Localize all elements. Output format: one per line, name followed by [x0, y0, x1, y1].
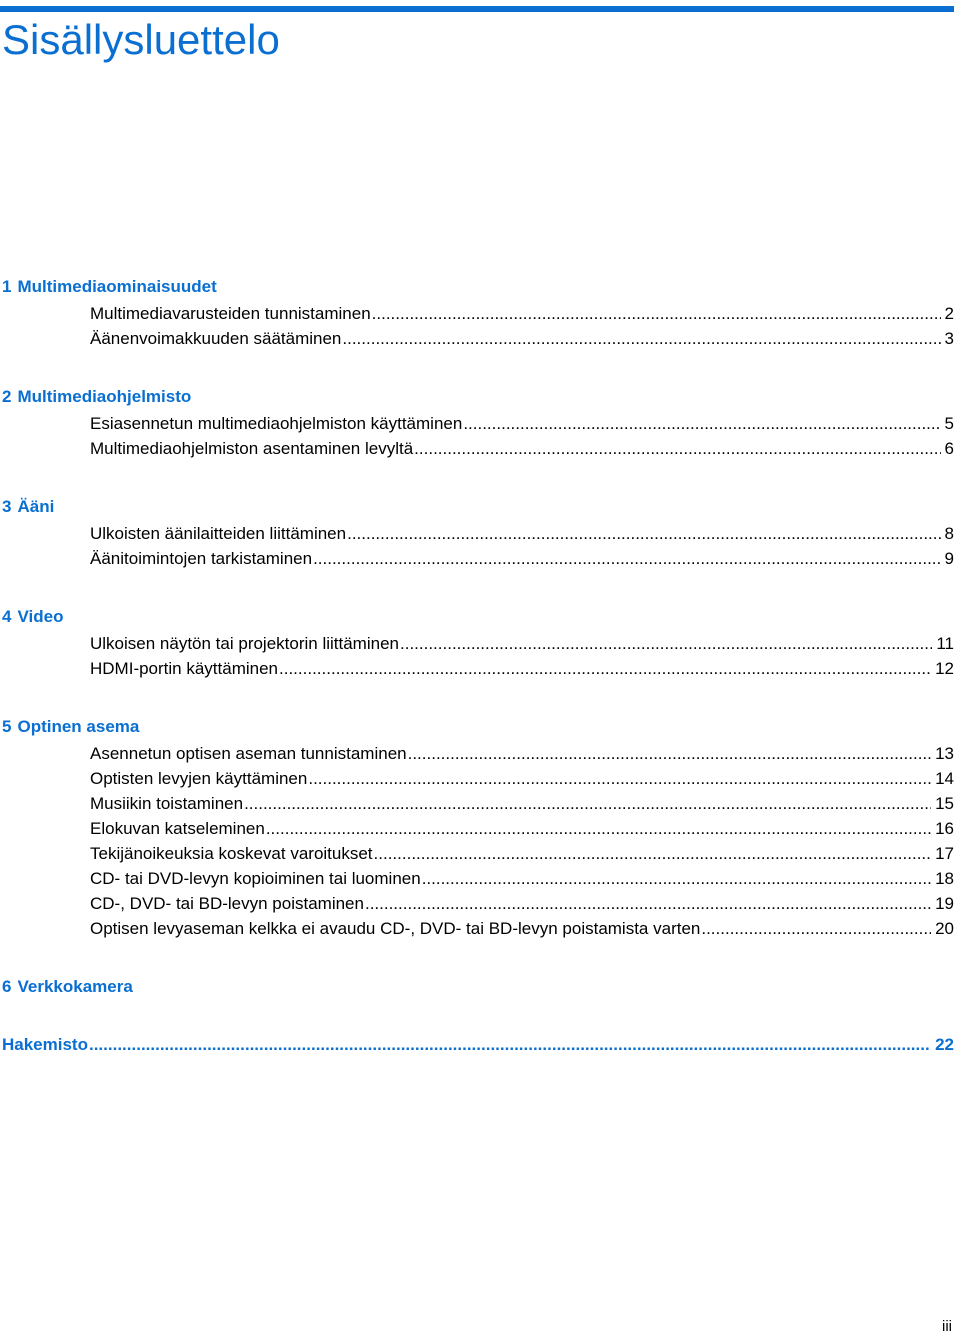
index-entry[interactable]: [0, 1033, 954, 1057]
toc-entry[interactable]: [0, 791, 954, 816]
dot-leader: [313, 546, 940, 571]
toc-entry[interactable]: [0, 741, 954, 766]
chapter-heading[interactable]: [0, 975, 954, 999]
dot-leader: [414, 436, 940, 461]
chapter-number: 2: [2, 387, 12, 406]
toc-entry-label: Multimediavarusteiden tunnistaminen: [90, 304, 371, 323]
toc-entry-page: 12: [935, 659, 954, 678]
chapter-5: [0, 715, 954, 941]
toc-entry-page: 2: [944, 304, 954, 323]
dot-leader: [365, 891, 931, 916]
toc-entry-page: 15: [935, 794, 954, 813]
chapter-heading[interactable]: [0, 605, 954, 629]
chapter-title: Optinen asema: [17, 717, 140, 736]
toc-entry[interactable]: [0, 436, 954, 461]
toc-entry-label: HDMI-portin käyttäminen: [90, 659, 279, 678]
dot-leader: [308, 766, 931, 791]
toc-entry[interactable]: [0, 766, 954, 791]
chapter-title: Multimediaominaisuudet: [17, 277, 217, 296]
toc-entry-page: 18: [935, 869, 954, 888]
toc-entry-label: Tekijänoikeuksia koskevat varoitukset: [90, 844, 373, 863]
chapter-6: [0, 975, 954, 999]
chapter-title: Ääni: [17, 497, 55, 516]
chapter-entries: [0, 631, 954, 681]
toc-entry-page: 11: [936, 634, 954, 653]
page-number: iii: [942, 1318, 952, 1335]
chapter-3: [0, 495, 954, 571]
chapter-heading[interactable]: [0, 715, 954, 739]
toc-entry-page: 13: [935, 744, 954, 763]
chapter-number: 4: [2, 607, 12, 626]
toc-entry-label: Optisten levyjen käyttäminen: [90, 769, 308, 788]
table-of-contents: [0, 275, 954, 1057]
chapter-1: [0, 275, 954, 351]
toc-entry-label: Ulkoisen näytön tai projektorin liittäminen: [90, 634, 399, 653]
toc-entry-label: Esiasennetun multimediaohjelmiston käyttäminen: [90, 414, 463, 433]
toc-entry[interactable]: [0, 631, 954, 656]
toc-entry-label: Multimediaohjelmiston asentaminen levyltä: [90, 439, 414, 458]
toc-entry-page: 8: [944, 524, 954, 543]
dot-leader: [244, 791, 931, 816]
chapter-heading[interactable]: [0, 275, 954, 299]
toc-entry-label: Musiikin toistaminen: [90, 794, 244, 813]
chapter-entries: [0, 301, 954, 351]
toc-entry-page: 16: [935, 819, 954, 838]
chapter-entries: [0, 521, 954, 571]
toc-entry[interactable]: [0, 916, 954, 941]
toc-entry[interactable]: [0, 841, 954, 866]
index-label: Hakemisto: [2, 1035, 88, 1054]
dot-leader: [422, 866, 931, 891]
chapter-number: 6: [2, 977, 12, 996]
toc-entry[interactable]: [0, 521, 954, 546]
chapter-entries: [0, 741, 954, 941]
chapter-number: 1: [2, 277, 12, 296]
toc-entry-label: Optisen levyaseman kelkka ei avaudu CD-, DVD- tai BD-levyn poistamista varten: [90, 919, 701, 938]
dot-leader: [408, 741, 931, 766]
chapter-2: [0, 385, 954, 461]
chapter-heading[interactable]: [0, 385, 954, 409]
toc-entry-label: Ulkoisten äänilaitteiden liittäminen: [90, 524, 347, 543]
dot-leader: [374, 841, 932, 866]
toc-entry-page: 20: [935, 919, 954, 938]
toc-entry-page: 19: [935, 894, 954, 913]
dot-leader: [463, 411, 940, 436]
toc-entry[interactable]: [0, 866, 954, 891]
page-title: Sisällysluettelo: [2, 16, 280, 63]
chapter-title: Video: [17, 607, 64, 626]
toc-entry-page: 5: [944, 414, 954, 433]
dot-leader: [279, 656, 931, 681]
toc-entry[interactable]: [0, 326, 954, 351]
dot-leader: [372, 301, 941, 326]
dot-leader: [342, 326, 940, 351]
index-page: 22: [935, 1035, 954, 1054]
toc-entry-page: 17: [935, 844, 954, 863]
toc-entry-label: CD- tai DVD-levyn kopioiminen tai luominen: [90, 869, 421, 888]
chapter-title: Multimediaohjelmisto: [17, 387, 192, 406]
toc-entry[interactable]: [0, 891, 954, 916]
chapter-title: Verkkokamera: [17, 977, 133, 996]
toc-entry-label: Äänitoimintojen tarkistaminen: [90, 549, 313, 568]
chapter-entries: [0, 411, 954, 461]
dot-leader: [266, 816, 931, 841]
header-rule: [0, 6, 954, 12]
chapter-number: 5: [2, 717, 12, 736]
chapter-4: [0, 605, 954, 681]
toc-entry-label: Äänenvoimakkuuden säätäminen: [90, 329, 342, 348]
toc-entry-label: Asennetun optisen aseman tunnistaminen: [90, 744, 407, 763]
toc-entry[interactable]: [0, 816, 954, 841]
toc-entry[interactable]: [0, 301, 954, 326]
dot-leader: [400, 631, 932, 656]
dot-leader: [89, 1033, 931, 1057]
toc-entry-page: 3: [944, 329, 954, 348]
toc-entry[interactable]: [0, 411, 954, 436]
toc-entry[interactable]: [0, 546, 954, 571]
dot-leader: [701, 916, 931, 941]
toc-entry-label: CD-, DVD- tai BD-levyn poistaminen: [90, 894, 364, 913]
toc-entry-page: 9: [944, 549, 954, 568]
toc-entry-page: 6: [944, 439, 954, 458]
toc-entry-page: 14: [935, 769, 954, 788]
toc-entry-label: Elokuvan katseleminen: [90, 819, 265, 838]
dot-leader: [347, 521, 940, 546]
toc-entry[interactable]: [0, 656, 954, 681]
chapter-number: 3: [2, 497, 12, 516]
chapter-heading[interactable]: [0, 495, 954, 519]
